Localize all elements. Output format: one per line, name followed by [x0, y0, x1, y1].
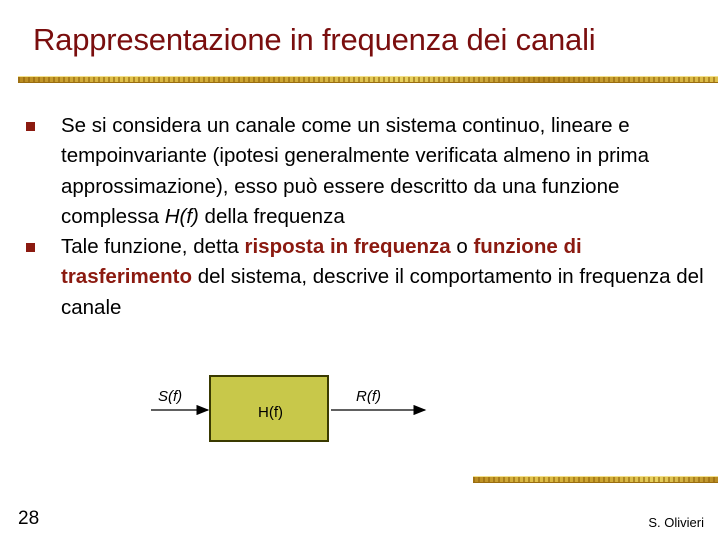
bullet-1-text-end: della frequenza [198, 204, 345, 228]
bullet-1-italic: H(f) [164, 204, 199, 228]
bullet-1-text: Se si considera un canale come un sistema continuo, lineare e tempoinvariante (ipotesi generalmente verificata almeno in prima approssimazione), esso può essere descritto da una funzione complessa [61, 114, 649, 228]
bullet-2-text-mid: o [450, 235, 474, 259]
slide-title: Rappresentazione in frequenza dei canali [33, 22, 596, 57]
bullet-item-2 [26, 232, 706, 323]
bullet-square-icon [26, 243, 35, 252]
input-signal-label: S(f) [158, 388, 183, 405]
bullet-2-emphasis-1: risposta in frequenza [244, 235, 451, 259]
footer-divider [473, 476, 718, 483]
bullet-2-text: Tale funzione, detta [61, 235, 245, 259]
output-signal-label: R(f) [356, 388, 381, 405]
bullet-2-text-end: del sistema, descrive il comportamento in frequenza del canale [61, 265, 704, 319]
page-number: 28 [18, 508, 40, 529]
bullet-square-icon [26, 122, 35, 131]
bullet-item-1 [26, 111, 706, 232]
author-name: S. Olivieri [648, 515, 704, 530]
bullet-2-emphasis-2: funzione di trasferimento [61, 235, 582, 289]
bullet-list [26, 111, 706, 323]
title-divider [18, 76, 718, 83]
block-label: H(f) [258, 404, 283, 421]
